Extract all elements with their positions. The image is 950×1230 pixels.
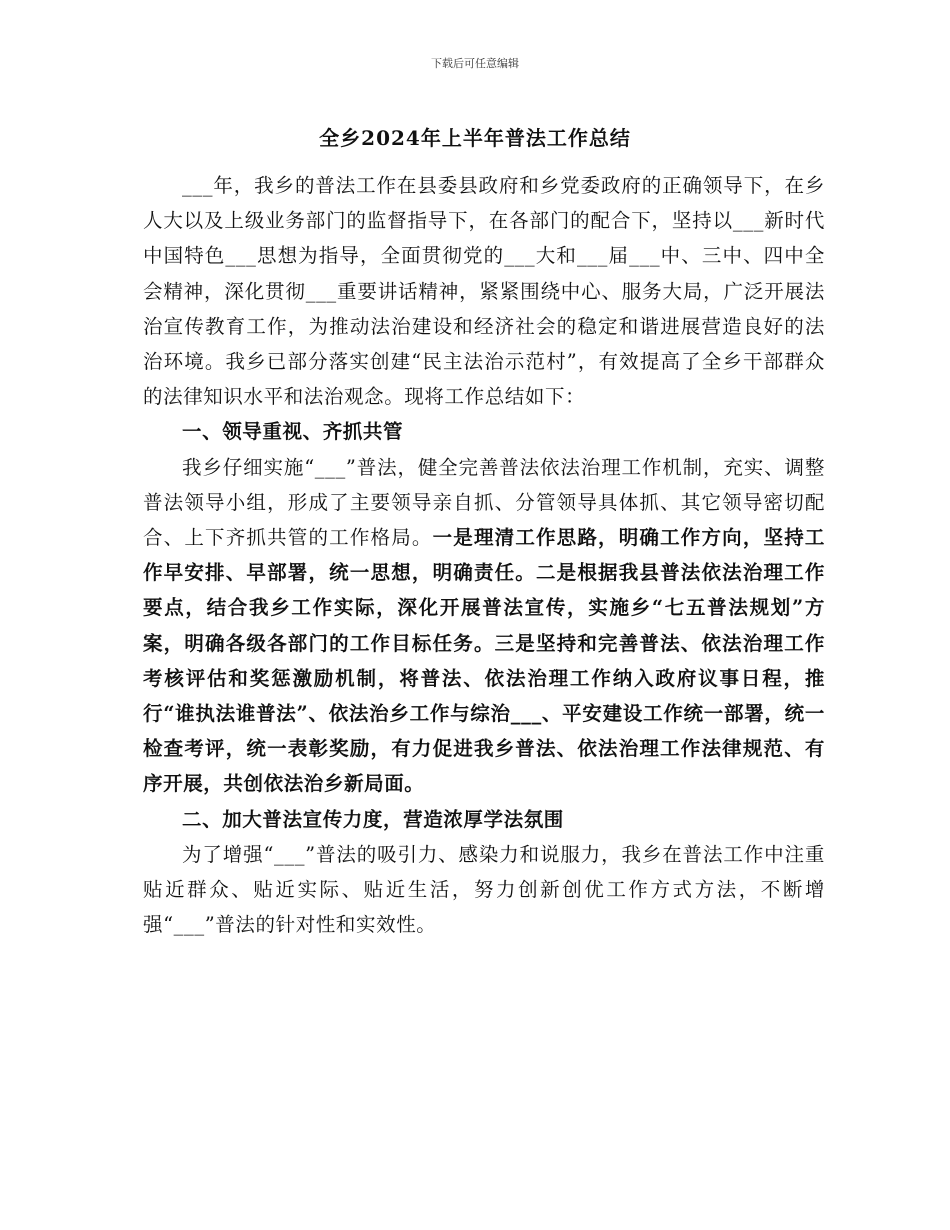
intro-paragraph: ___年，我乡的普法工作在县委县政府和乡党委政府的正确领导下，在乡人大以及上级业务部门的监督指导下，在各部门的配合下，坚持以___新时代中国特色___思想为指导，全面贯彻党的___大和___届___中、三中、四中全会精神，深化贯彻___重要讲话精神，紧紧围绕中心、服务大局，广泛开展法治宣传教育工作，为推动法治建设和经济社会的稳定和谐进展营造良好的法治环境。我乡已部分落实创建“民主法治示范村”，有效提高了全乡干部群众的法律知识水平和法治观念。现将工作总结如下： bbox=[143, 174, 825, 409]
document-title: 全乡2024年上半年普法工作总结 bbox=[319, 126, 631, 150]
section-1-paragraph bbox=[143, 450, 825, 802]
section-2-paragraph: 为了增强“___”普法的吸引力、感染力和说服力，我乡在普法工作中注重贴近群众、贴近实际、贴近生活，努力创新创优工作方式方法，不断增强“___”普法的针对性和实效性。 bbox=[143, 842, 825, 937]
section-1-heading: 一、领导重视、齐抓共管 bbox=[182, 420, 404, 444]
section-2-heading: 二、加大普法宣传力度，营造浓厚学法氛围 bbox=[182, 807, 564, 831]
header-note: 下载后可任意编辑 bbox=[431, 57, 519, 70]
section-1-bold-text: 一是理清工作思路，明确工作方向，坚持工作早安排、早部署，统一思想，明确责任。二是根据我县普法依法治理工作要点，结合我乡工作实际，深化开展普法宣传，实施乡“七五普法规划”方案，明确各级各部门的工作目标任务。三是坚持和完善普法、依法治理工作考核评估和奖惩激励机制，将普法、依法治理工作纳入政府议事日程，推行“谁执法谁普法”、依法治乡工作与综治___、平安建设工作统一部署，统一检查考评，统一表彰奖励，有力促进我乡普法、依法治理工作法律规范、有序开展，共创依法治乡新局面。 bbox=[143, 526, 825, 796]
section-1-text: 我乡仔细实施“___”普法，健全完善普法依法治理工作机制，充实、调整普法领导小组，形成了主要领导亲自抓、分管领导具体抓、其它领导密切配合、上下齐抓共管的工作格局。 bbox=[143, 455, 825, 550]
document-body bbox=[143, 168, 825, 942]
